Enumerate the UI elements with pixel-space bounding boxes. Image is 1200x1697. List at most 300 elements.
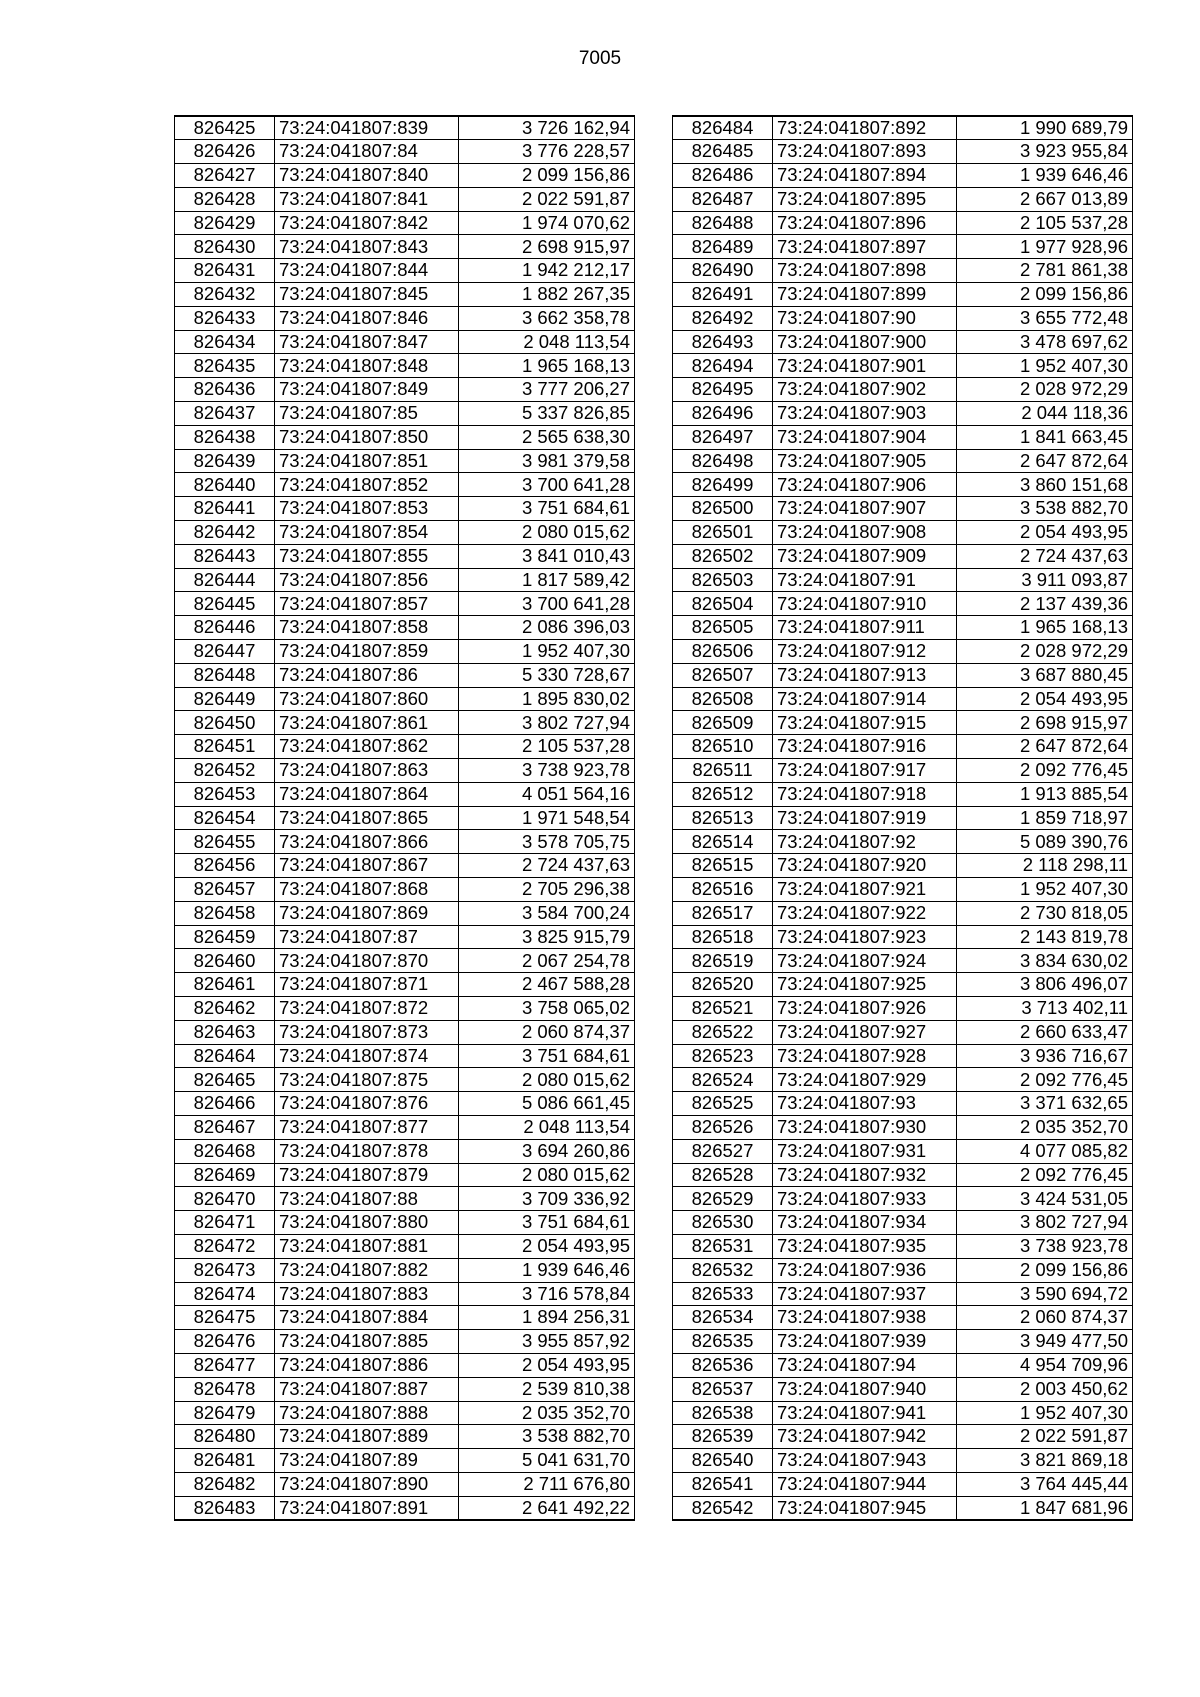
value-cell: 2 099 156,86 [957, 283, 1133, 307]
table-row [673, 925, 1133, 949]
value-cell: 2 698 915,97 [957, 711, 1133, 735]
table-row [673, 521, 1133, 545]
cadastral-number-cell: 73:24:041807:855 [275, 544, 459, 568]
cadastral-number-cell: 73:24:041807:867 [275, 854, 459, 878]
table-row [673, 1353, 1133, 1377]
cadastral-number-cell: 73:24:041807:929 [773, 1068, 957, 1092]
record-number-cell: 826444 [175, 568, 275, 592]
table-row [175, 973, 635, 997]
cadastral-number-cell: 73:24:041807:856 [275, 568, 459, 592]
table-row [673, 1282, 1133, 1306]
cadastral-number-cell: 73:24:041807:927 [773, 1020, 957, 1044]
cadastral-number-cell: 73:24:041807:937 [773, 1282, 957, 1306]
value-cell: 3 738 923,78 [957, 1234, 1133, 1258]
cadastral-number-cell: 73:24:041807:897 [773, 235, 957, 259]
table-row [673, 211, 1133, 235]
table-row [673, 283, 1133, 307]
cadastral-number-cell: 73:24:041807:888 [275, 1401, 459, 1425]
value-cell: 3 424 531,05 [957, 1187, 1133, 1211]
record-number-cell: 826534 [673, 1306, 773, 1330]
table-row [175, 1234, 635, 1258]
table-row [175, 330, 635, 354]
table-row [673, 1377, 1133, 1401]
value-cell: 2 028 972,29 [957, 640, 1133, 664]
table-row [673, 1330, 1133, 1354]
table-row [175, 1115, 635, 1139]
value-cell: 3 751 684,61 [459, 1211, 635, 1235]
cadastral-number-cell: 73:24:041807:920 [773, 854, 957, 878]
record-number-cell: 826480 [175, 1425, 275, 1449]
record-number-cell: 826535 [673, 1330, 773, 1354]
record-number-cell: 826490 [673, 259, 773, 283]
value-cell: 3 949 477,50 [957, 1330, 1133, 1354]
table-row [175, 687, 635, 711]
value-cell: 3 776 228,57 [459, 140, 635, 164]
value-cell: 2 667 013,89 [957, 187, 1133, 211]
value-cell: 1 939 646,46 [459, 1258, 635, 1282]
value-cell: 2 054 493,95 [957, 687, 1133, 711]
record-number-cell: 826540 [673, 1449, 773, 1473]
table-row [175, 854, 635, 878]
record-number-cell: 826485 [673, 140, 773, 164]
record-number-cell: 826491 [673, 283, 773, 307]
value-cell: 3 713 402,11 [957, 996, 1133, 1020]
value-cell: 2 060 874,37 [957, 1306, 1133, 1330]
table-row [175, 1377, 635, 1401]
cadastral-number-cell: 73:24:041807:923 [773, 925, 957, 949]
value-cell: 2 105 537,28 [459, 735, 635, 759]
value-cell: 2 044 118,36 [957, 402, 1133, 426]
record-number-cell: 826541 [673, 1472, 773, 1496]
record-number-cell: 826475 [175, 1306, 275, 1330]
table-row [673, 1068, 1133, 1092]
record-number-cell: 826521 [673, 996, 773, 1020]
record-number-cell: 826522 [673, 1020, 773, 1044]
cadastral-number-cell: 73:24:041807:893 [773, 140, 957, 164]
table-row [673, 687, 1133, 711]
cadastral-number-cell: 73:24:041807:898 [773, 259, 957, 283]
value-cell: 3 777 206,27 [459, 378, 635, 402]
table-row [673, 425, 1133, 449]
cadastral-number-cell: 73:24:041807:879 [275, 1163, 459, 1187]
table-row [673, 592, 1133, 616]
value-cell: 2 118 298,11 [957, 854, 1133, 878]
value-cell: 2 660 633,47 [957, 1020, 1133, 1044]
value-cell: 3 538 882,70 [459, 1425, 635, 1449]
table-row [673, 1044, 1133, 1068]
cadastral-number-cell: 73:24:041807:840 [275, 164, 459, 188]
table-row [175, 235, 635, 259]
value-cell: 4 954 709,96 [957, 1353, 1133, 1377]
record-number-cell: 826530 [673, 1211, 773, 1235]
record-number-cell: 826441 [175, 497, 275, 521]
cadastral-number-cell: 73:24:041807:922 [773, 901, 957, 925]
table-row [673, 640, 1133, 664]
table-row [673, 1425, 1133, 1449]
value-cell: 1 990 689,79 [957, 116, 1133, 140]
record-number-cell: 826536 [673, 1353, 773, 1377]
value-cell: 5 089 390,76 [957, 830, 1133, 854]
table-row [673, 878, 1133, 902]
value-cell: 3 981 379,58 [459, 449, 635, 473]
value-cell: 2 086 396,03 [459, 616, 635, 640]
record-number-cell: 826431 [175, 259, 275, 283]
value-cell: 4 051 564,16 [459, 782, 635, 806]
value-cell: 5 086 661,45 [459, 1092, 635, 1116]
table-row [673, 402, 1133, 426]
table-row [673, 473, 1133, 497]
value-cell: 3 655 772,48 [957, 306, 1133, 330]
cadastral-number-cell: 73:24:041807:866 [275, 830, 459, 854]
record-number-cell: 826458 [175, 901, 275, 925]
value-cell: 3 700 641,28 [459, 473, 635, 497]
value-cell: 2 099 156,86 [957, 1258, 1133, 1282]
cadastral-number-cell: 73:24:041807:878 [275, 1139, 459, 1163]
record-number-cell: 826504 [673, 592, 773, 616]
table-row [175, 949, 635, 973]
table-row [175, 711, 635, 735]
record-number-cell: 826463 [175, 1020, 275, 1044]
record-number-cell: 826516 [673, 878, 773, 902]
table-row [673, 164, 1133, 188]
cadastral-number-cell: 73:24:041807:848 [275, 354, 459, 378]
table-row [175, 283, 635, 307]
record-number-cell: 826507 [673, 663, 773, 687]
cadastral-number-cell: 73:24:041807:863 [275, 759, 459, 783]
page-number: 7005 [578, 48, 622, 69]
record-number-cell: 826481 [175, 1449, 275, 1473]
record-number-cell: 826450 [175, 711, 275, 735]
cadastral-number-cell: 73:24:041807:861 [275, 711, 459, 735]
table-row [175, 1139, 635, 1163]
record-number-cell: 826496 [673, 402, 773, 426]
cadastral-number-cell: 73:24:041807:874 [275, 1044, 459, 1068]
record-number-cell: 826449 [175, 687, 275, 711]
cadastral-number-cell: 73:24:041807:851 [275, 449, 459, 473]
record-number-cell: 826505 [673, 616, 773, 640]
cadastral-number-cell: 73:24:041807:945 [773, 1496, 957, 1520]
table-row [175, 996, 635, 1020]
record-number-cell: 826486 [673, 164, 773, 188]
record-number-cell: 826455 [175, 830, 275, 854]
cadastral-number-cell: 73:24:041807:87 [275, 925, 459, 949]
cadastral-number-cell: 73:24:041807:912 [773, 640, 957, 664]
record-number-cell: 826472 [175, 1234, 275, 1258]
record-number-cell: 826497 [673, 425, 773, 449]
table-row [175, 425, 635, 449]
record-number-cell: 826445 [175, 592, 275, 616]
record-number-cell: 826461 [175, 973, 275, 997]
table-row [673, 497, 1133, 521]
record-number-cell: 826511 [673, 759, 773, 783]
record-number-cell: 826482 [175, 1472, 275, 1496]
table-row [175, 140, 635, 164]
record-number-cell: 826520 [673, 973, 773, 997]
record-number-cell: 826439 [175, 449, 275, 473]
record-number-cell: 826515 [673, 854, 773, 878]
cadastral-number-cell: 73:24:041807:873 [275, 1020, 459, 1044]
cadastral-number-cell: 73:24:041807:880 [275, 1211, 459, 1235]
cadastral-number-cell: 73:24:041807:882 [275, 1258, 459, 1282]
record-number-cell: 826442 [175, 521, 275, 545]
table-row [175, 306, 635, 330]
cadastral-number-cell: 73:24:041807:845 [275, 283, 459, 307]
value-cell: 2 730 818,05 [957, 901, 1133, 925]
record-number-cell: 826426 [175, 140, 275, 164]
cadastral-number-cell: 73:24:041807:85 [275, 402, 459, 426]
table-row [673, 1449, 1133, 1473]
cadastral-number-cell: 73:24:041807:889 [275, 1425, 459, 1449]
table-row [175, 901, 635, 925]
table-row [673, 616, 1133, 640]
cadastral-number-cell: 73:24:041807:905 [773, 449, 957, 473]
cadastral-number-cell: 73:24:041807:839 [275, 116, 459, 140]
cadastral-number-cell: 73:24:041807:916 [773, 735, 957, 759]
cadastral-number-cell: 73:24:041807:84 [275, 140, 459, 164]
table-row [175, 640, 635, 664]
value-cell: 3 371 632,65 [957, 1092, 1133, 1116]
cadastral-number-cell: 73:24:041807:913 [773, 663, 957, 687]
cadastral-number-cell: 73:24:041807:904 [773, 425, 957, 449]
table-row [175, 354, 635, 378]
cadastral-number-cell: 73:24:041807:844 [275, 259, 459, 283]
value-cell: 2 539 810,38 [459, 1377, 635, 1401]
value-cell: 3 662 358,78 [459, 306, 635, 330]
value-cell: 1 952 407,30 [957, 354, 1133, 378]
cadastral-number-cell: 73:24:041807:883 [275, 1282, 459, 1306]
table-row [175, 449, 635, 473]
record-number-cell: 826533 [673, 1282, 773, 1306]
record-number-cell: 826495 [673, 378, 773, 402]
cadastral-number-cell: 73:24:041807:896 [773, 211, 957, 235]
table-row [175, 782, 635, 806]
table-row [673, 854, 1133, 878]
record-number-cell: 826467 [175, 1115, 275, 1139]
record-number-cell: 826469 [175, 1163, 275, 1187]
value-cell: 1 952 407,30 [957, 1401, 1133, 1425]
record-number-cell: 826531 [673, 1234, 773, 1258]
cadastral-number-cell: 73:24:041807:940 [773, 1377, 957, 1401]
cadastral-number-cell: 73:24:041807:926 [773, 996, 957, 1020]
record-number-cell: 826517 [673, 901, 773, 925]
cadastral-number-cell: 73:24:041807:881 [275, 1234, 459, 1258]
value-cell: 2 099 156,86 [459, 164, 635, 188]
cadastral-number-cell: 73:24:041807:909 [773, 544, 957, 568]
record-number-cell: 826440 [175, 473, 275, 497]
value-cell: 1 882 267,35 [459, 283, 635, 307]
table-row [175, 1068, 635, 1092]
cadastral-number-cell: 73:24:041807:939 [773, 1330, 957, 1354]
table-row [175, 1020, 635, 1044]
cadastral-number-cell: 73:24:041807:94 [773, 1353, 957, 1377]
value-cell: 5 041 631,70 [459, 1449, 635, 1473]
table-row [175, 187, 635, 211]
cadastral-number-cell: 73:24:041807:890 [275, 1472, 459, 1496]
table-row [673, 1115, 1133, 1139]
cadastral-number-cell: 73:24:041807:903 [773, 402, 957, 426]
cadastral-number-cell: 73:24:041807:884 [275, 1306, 459, 1330]
value-cell: 2 003 450,62 [957, 1377, 1133, 1401]
record-number-cell: 826526 [673, 1115, 773, 1139]
table-row [175, 1211, 635, 1235]
cadastral-number-cell: 73:24:041807:86 [275, 663, 459, 687]
table-row [673, 1187, 1133, 1211]
value-cell: 3 738 923,78 [459, 759, 635, 783]
cadastral-number-cell: 73:24:041807:854 [275, 521, 459, 545]
record-number-cell: 826508 [673, 687, 773, 711]
cadastral-number-cell: 73:24:041807:860 [275, 687, 459, 711]
value-cell: 2 781 861,38 [957, 259, 1133, 283]
cadastral-number-cell: 73:24:041807:900 [773, 330, 957, 354]
table-row [175, 1163, 635, 1187]
value-cell: 3 802 727,94 [957, 1211, 1133, 1235]
value-cell: 1 971 548,54 [459, 806, 635, 830]
record-number-cell: 826430 [175, 235, 275, 259]
cadastral-number-cell: 73:24:041807:843 [275, 235, 459, 259]
record-number-cell: 826462 [175, 996, 275, 1020]
cadastral-number-cell: 73:24:041807:934 [773, 1211, 957, 1235]
record-number-cell: 826494 [673, 354, 773, 378]
cadastral-number-cell: 73:24:041807:919 [773, 806, 957, 830]
table-row [673, 140, 1133, 164]
table-row [175, 402, 635, 426]
record-number-cell: 826425 [175, 116, 275, 140]
value-cell: 3 758 065,02 [459, 996, 635, 1020]
cadastral-number-cell: 73:24:041807:906 [773, 473, 957, 497]
table-row [175, 473, 635, 497]
value-cell: 1 965 168,13 [459, 354, 635, 378]
cadastral-number-cell: 73:24:041807:887 [275, 1377, 459, 1401]
value-cell: 2 137 439,36 [957, 592, 1133, 616]
record-number-cell: 826427 [175, 164, 275, 188]
table-row [175, 1306, 635, 1330]
value-cell: 2 724 437,63 [957, 544, 1133, 568]
cadastral-number-cell: 73:24:041807:936 [773, 1258, 957, 1282]
register-table-right [672, 115, 1133, 1521]
table-row [673, 830, 1133, 854]
record-number-cell: 826447 [175, 640, 275, 664]
record-number-cell: 826466 [175, 1092, 275, 1116]
cadastral-number-cell: 73:24:041807:911 [773, 616, 957, 640]
table-row [673, 1139, 1133, 1163]
value-cell: 2 092 776,45 [957, 1163, 1133, 1187]
table-row [175, 1472, 635, 1496]
table-row [175, 211, 635, 235]
record-number-cell: 826429 [175, 211, 275, 235]
record-number-cell: 826459 [175, 925, 275, 949]
cadastral-number-cell: 73:24:041807:862 [275, 735, 459, 759]
record-number-cell: 826518 [673, 925, 773, 949]
table-row [673, 663, 1133, 687]
cadastral-number-cell: 73:24:041807:842 [275, 211, 459, 235]
cadastral-number-cell: 73:24:041807:908 [773, 521, 957, 545]
cadastral-number-cell: 73:24:041807:857 [275, 592, 459, 616]
cadastral-number-cell: 73:24:041807:871 [275, 973, 459, 997]
table-row [175, 568, 635, 592]
value-cell: 2 565 638,30 [459, 425, 635, 449]
value-cell: 3 806 496,07 [957, 973, 1133, 997]
record-number-cell: 826500 [673, 497, 773, 521]
value-cell: 2 035 352,70 [459, 1401, 635, 1425]
record-number-cell: 826484 [673, 116, 773, 140]
value-cell: 2 054 493,95 [459, 1353, 635, 1377]
cadastral-number-cell: 73:24:041807:88 [275, 1187, 459, 1211]
table-row [673, 116, 1133, 140]
cadastral-number-cell: 73:24:041807:853 [275, 497, 459, 521]
value-cell: 1 841 663,45 [957, 425, 1133, 449]
cadastral-number-cell: 73:24:041807:92 [773, 830, 957, 854]
record-number-cell: 826446 [175, 616, 275, 640]
table-row [673, 1020, 1133, 1044]
value-cell: 3 751 684,61 [459, 1044, 635, 1068]
table-row [673, 187, 1133, 211]
table-row [673, 259, 1133, 283]
record-number-cell: 826464 [175, 1044, 275, 1068]
table-row [175, 1044, 635, 1068]
table-row [673, 949, 1133, 973]
record-number-cell: 826512 [673, 782, 773, 806]
record-number-cell: 826468 [175, 1139, 275, 1163]
value-cell: 1 939 646,46 [957, 164, 1133, 188]
table-row [673, 1234, 1133, 1258]
value-cell: 4 077 085,82 [957, 1139, 1133, 1163]
cadastral-number-cell: 73:24:041807:933 [773, 1187, 957, 1211]
value-cell: 3 825 915,79 [459, 925, 635, 949]
value-cell: 3 821 869,18 [957, 1449, 1133, 1473]
value-cell: 3 911 093,87 [957, 568, 1133, 592]
cadastral-number-cell: 73:24:041807:886 [275, 1353, 459, 1377]
record-number-cell: 826474 [175, 1282, 275, 1306]
value-cell: 2 067 254,78 [459, 949, 635, 973]
table-row [673, 711, 1133, 735]
record-number-cell: 826528 [673, 1163, 773, 1187]
table-row [673, 449, 1133, 473]
table-row [673, 330, 1133, 354]
value-cell: 1 965 168,13 [957, 616, 1133, 640]
table-row [673, 306, 1133, 330]
cadastral-number-cell: 73:24:041807:865 [275, 806, 459, 830]
cadastral-number-cell: 73:24:041807:93 [773, 1092, 957, 1116]
record-number-cell: 826487 [673, 187, 773, 211]
record-number-cell: 826454 [175, 806, 275, 830]
cadastral-number-cell: 73:24:041807:90 [773, 306, 957, 330]
table-row [175, 806, 635, 830]
record-number-cell: 826492 [673, 306, 773, 330]
cadastral-number-cell: 73:24:041807:894 [773, 164, 957, 188]
table-row [673, 973, 1133, 997]
value-cell: 2 060 874,37 [459, 1020, 635, 1044]
value-cell: 2 467 588,28 [459, 973, 635, 997]
table-row [673, 782, 1133, 806]
cadastral-number-cell: 73:24:041807:925 [773, 973, 957, 997]
table-row [673, 235, 1133, 259]
value-cell: 3 841 010,43 [459, 544, 635, 568]
value-cell: 3 578 705,75 [459, 830, 635, 854]
cadastral-number-cell: 73:24:041807:910 [773, 592, 957, 616]
record-number-cell: 826519 [673, 949, 773, 973]
value-cell: 3 694 260,86 [459, 1139, 635, 1163]
value-cell: 1 894 256,31 [459, 1306, 635, 1330]
cadastral-number-cell: 73:24:041807:918 [773, 782, 957, 806]
record-number-cell: 826527 [673, 1139, 773, 1163]
table-row [175, 544, 635, 568]
record-number-cell: 826470 [175, 1187, 275, 1211]
cadastral-number-cell: 73:24:041807:877 [275, 1115, 459, 1139]
table-row [175, 735, 635, 759]
value-cell: 1 895 830,02 [459, 687, 635, 711]
value-cell: 1 817 589,42 [459, 568, 635, 592]
table-row [673, 544, 1133, 568]
